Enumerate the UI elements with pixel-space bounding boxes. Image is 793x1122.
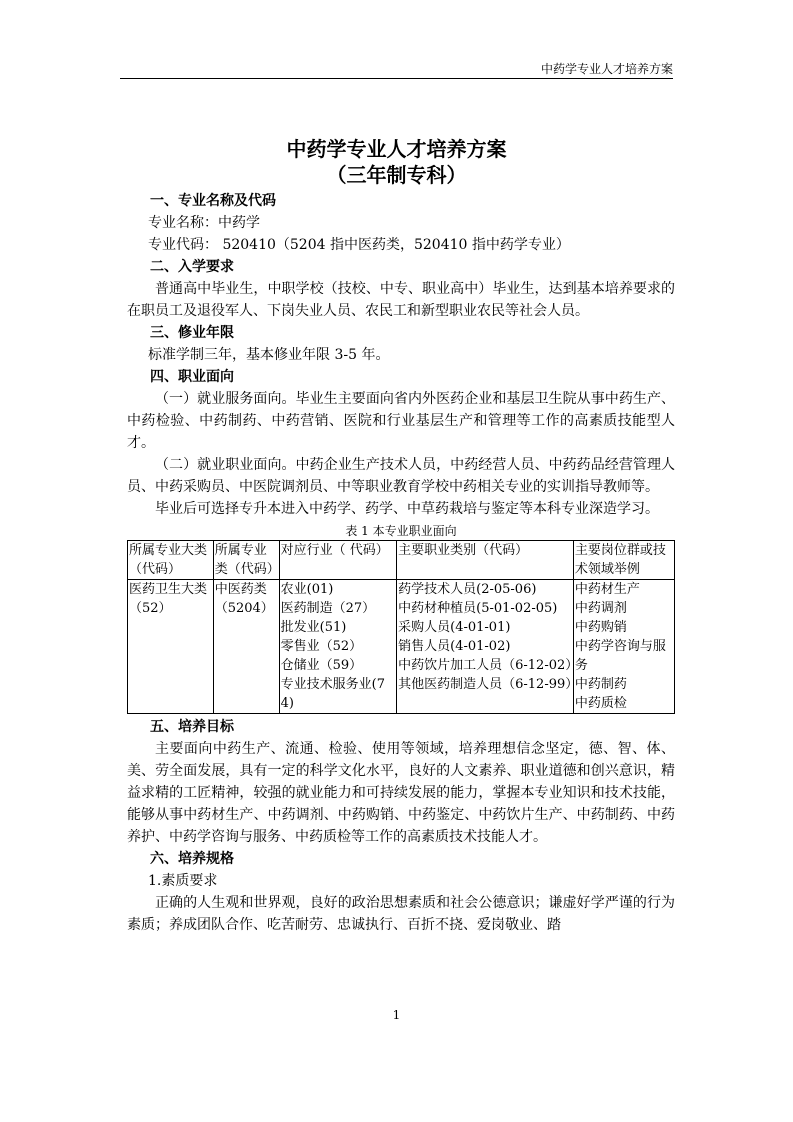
table-cell-category: 医药卫生大类（52） (128, 580, 214, 714)
major-code: 专业代码： 520410（5204 指中医药类，520410 指中药学专业） (148, 237, 570, 253)
industry-item: 零售业（52） (280, 639, 363, 654)
table-cell-industries (279, 580, 396, 714)
industry-item: 医药制造（27） (280, 601, 376, 616)
table-header-cell: 对应行业（ 代码） (279, 541, 396, 580)
position-item: 中药购销 (574, 620, 627, 635)
table-row (128, 580, 675, 714)
occupation-item: 中药饮片加工人员（6-12-02） (398, 658, 579, 673)
table-cell-occupations (397, 580, 579, 714)
career-table (127, 540, 675, 714)
section-heading-6: 六、培养规格 (150, 851, 234, 867)
industry-item: 仓储业（59） (280, 658, 363, 673)
training-goal-text: 主要面向中药生产、流通、检验、使用等领域，培养理想信念坚定，德、智、体、美、劳全面发展，具有一定的科学文化水平，良好的人文素养、职业道德和创兴意识，精益求精的工匠精神，较强的就业能力和可持续发展的能力，掌握本专业知识和技术技能，能够从事中药材生产、中药调剂、中药购销、中药鉴定、中药饮片生产、中药制药、中药养护、中药学咨询与服务、中药质检等工作的高素质技术技能人才。 (127, 741, 675, 845)
table-header-row (128, 541, 675, 580)
position-item: 中药制药 (574, 677, 627, 692)
major-name: 专业名称：中药学 (148, 215, 260, 231)
table-cell-positions (573, 580, 674, 714)
subsection-heading: 1.素质要求 (148, 873, 218, 889)
section-heading-5: 五、培养目标 (150, 719, 234, 735)
career-paragraph-2: （二）就业职业面向。中药企业生产技术人员，中药经营人员、中药药品经营管理人员、中药采购员、中医院调剂员、中等职业教育学校中药相关专业的实训指导教师等。 (127, 457, 675, 495)
position-item: 中药材生产 (574, 582, 640, 597)
table-header-cell: 主要岗位群或技术领域举例 (573, 541, 674, 580)
occupation-item: 中药材种植员(5-01-02-05) (398, 601, 558, 616)
industry-item: 农业(01) (280, 582, 334, 597)
occupation-item: 采购人员(4-01-01) (398, 620, 511, 635)
occupation-item: 药学技术人员(2-05-06) (398, 582, 537, 597)
position-item: 中药调剂 (574, 601, 627, 616)
career-paragraph-1: （一）就业服务面向。毕业生主要面向省内外医药企业和基层卫生院从事中药生产、中药检验、中药制药、中药营销、医院和行业基层生产和管理等工作的高素质技能型人才。 (127, 391, 675, 451)
position-item: 中药质检 (574, 696, 627, 711)
occupation-item: 销售人员(4-01-02) (398, 639, 511, 654)
section-heading-2: 二、入学要求 (150, 259, 234, 275)
quality-text: 正确的人生观和世界观，良好的政治思想素质和社会公德意识；谦虚好学严谨的行为素质；养成团队合作、吃苦耐劳、忠诚执行、百折不挠、爱岗敬业、踏 (127, 895, 675, 933)
table-header-cell: 所属专业类（代码） (213, 541, 279, 580)
document-body (127, 190, 675, 936)
section-heading-1: 一、专业名称及代码 (150, 193, 276, 209)
section-heading-3: 三、修业年限 (150, 325, 234, 341)
document-title: 中药学专业人才培养方案 (286, 137, 507, 161)
table-caption: 表 1 本专业职业面向 (345, 524, 457, 538)
industry-item: 专业技术服务业(74) (280, 677, 385, 711)
position-item: 中药学咨询与服务 (574, 639, 666, 673)
section-heading-4: 四、职业面向 (150, 369, 234, 385)
duration-text: 标准学制三年，基本修业年限 3-5 年。 (148, 347, 390, 363)
career-paragraph-3: 毕业后可选择专升本进入中药学、药学、中草药栽培与鉴定等本科专业深造学习。 (155, 501, 659, 517)
table-cell-class: 中医药类（5204） (213, 580, 279, 714)
page-number: 1 (392, 1008, 401, 1022)
industry-item: 批发业(51) (280, 620, 347, 635)
table-header-cell: 主要职业类别（代码） (397, 541, 574, 580)
occupation-item: 其他医药制造人员（6-12-99） (398, 677, 579, 692)
admission-text: 普通高中毕业生，中职学校（技校、中专、职业高中）毕业生，达到基本培养要求的在职员工及退役军人、下岗失业人员、农民工和新型职业农民等社会人员。 (127, 281, 675, 319)
table-header-cell: 所属专业大类（代码） (128, 541, 214, 580)
running-header: 中药学专业人才培养方案 (120, 60, 673, 79)
document-subtitle: （三年制专科） (326, 163, 467, 187)
